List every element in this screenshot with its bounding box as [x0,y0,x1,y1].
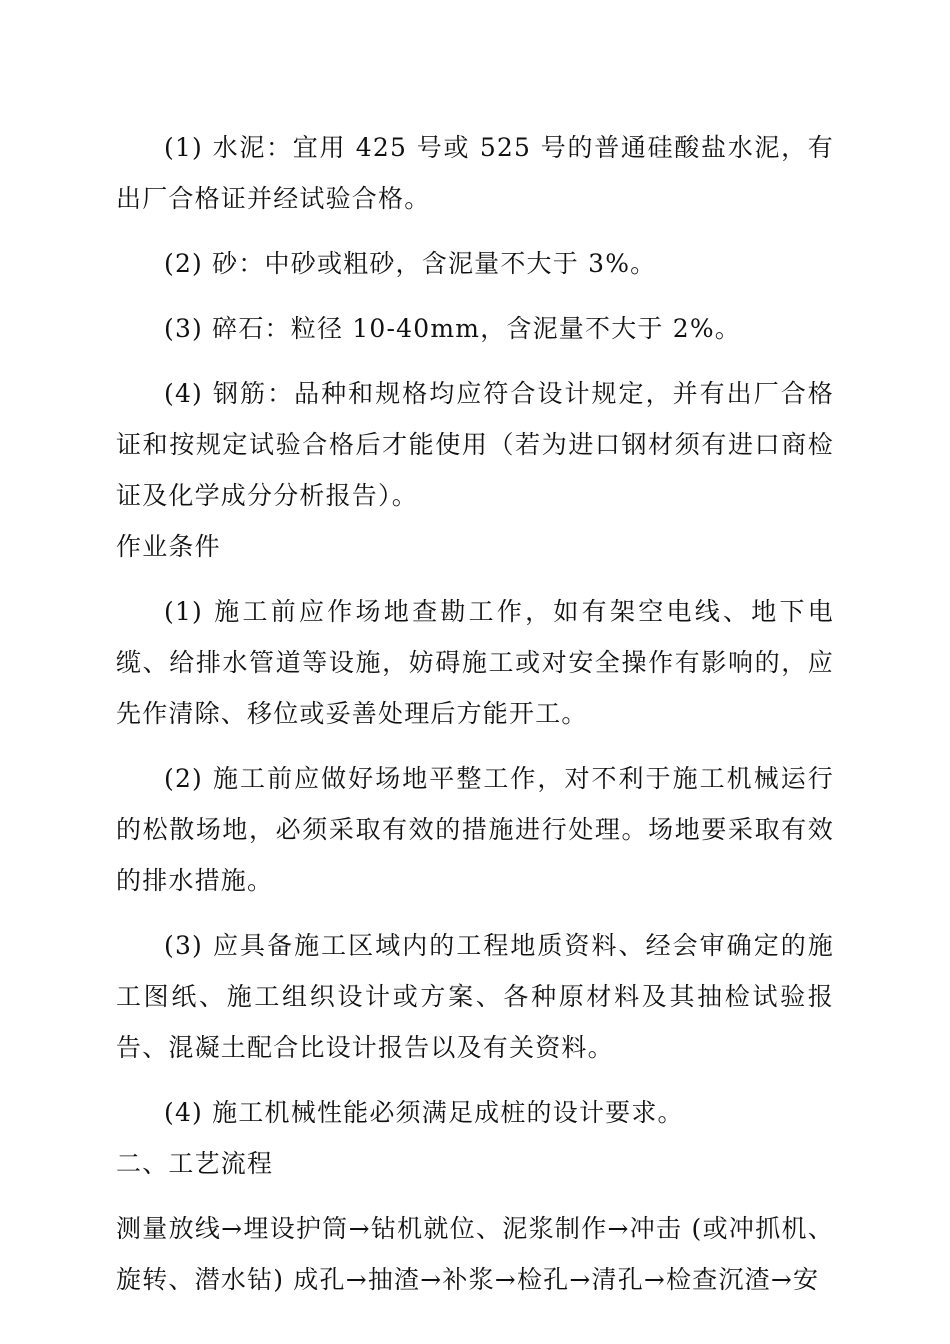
condition-machinery-item: (4) 施工机械性能必须满足成桩的设计要求。 [164,1098,684,1127]
condition-documents-item: (3) 应具备施工区域内的工程地质资料、经会审确定的施工图纸、施工组织设计或方案、各种原材料及其抽检试验报告、混凝土配合比设计报告以及有关资料。 [116,931,834,1062]
material-rebar-item: (4) 钢筋：品种和规格均应符合设计规定，并有出厂合格证和按规定试验合格后才能使用（若为进口钢材须有进口商检证及化学成分分析报告）。 [116,379,834,510]
process-flow-text: 测量放线→埋设护筒→钻机就位、泥浆制作→冲击 (或冲抓机、旋转、潜水钻) 成孔→抽渣→补浆→检孔→清孔→检查沉渣→安 [116,1214,834,1294]
condition-site-leveling-item: (2) 施工前应做好场地平整工作，对不利于施工机械运行的松散场地，必须采取有效的措施进行处理。场地要采取有效的排水措施。 [116,764,834,895]
material-sand-item: (2) 砂：中砂或粗砂，含泥量不大于 3%。 [164,249,657,278]
section-heading-work-conditions: 作业条件 [116,532,221,561]
condition-site-survey-item: (1) 施工前应作场地查勘工作，如有架空电线、地下电缆、给排水管道等设施，妨碍施工或对安全操作有影响的，应先作清除、移位或妥善处理后方能开工。 [116,597,834,728]
material-gravel-item: (3) 碎石：粒径 10-40mm，含泥量不大于 2%。 [164,314,741,343]
section-heading-process-flow: 二、工艺流程 [116,1149,274,1178]
document-page [116,122,834,1305]
material-cement-item: (1) 水泥：宜用 425 号或 525 号的普通硅酸盐水泥，有出厂合格证并经试验合格。 [116,133,834,213]
